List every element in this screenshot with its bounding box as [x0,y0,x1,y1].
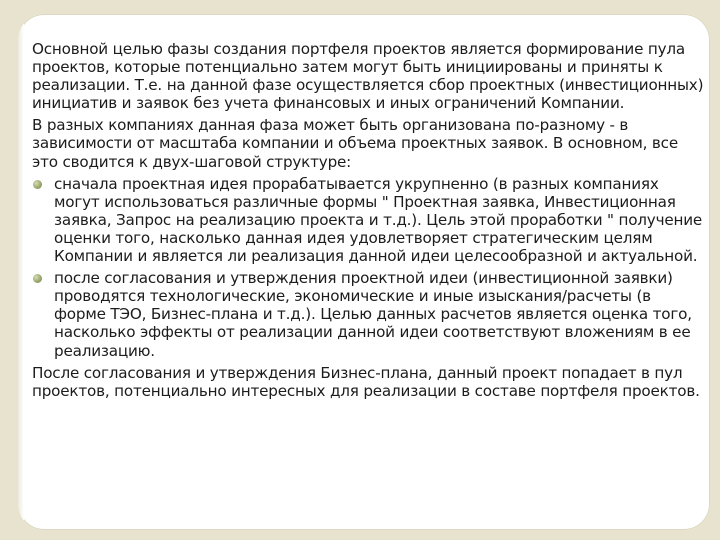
bullet-dot-icon [33,274,42,283]
bullet-dot-icon [33,180,42,189]
bullet-item-first-step [32,175,706,265]
slide-content [32,40,706,404]
bullet-text-first-step: сначала проектная идея прорабатывается укрупненно (в разных компаниях могут использоваться различные формы " Проектная заявка, Инвестиционная заявка, Запрос на реализацию проекта и т.д.). Цель этой проработки " получение оценки того, насколько данная идея удовлетворяет стратегическим целям Компании и является ли реализация данной идеи целесообразной и актуальной. [54,174,703,266]
bullet-item-second-step [32,269,706,359]
paragraph-structure: В разных компаниях данная фаза может быть организована по-разному - в зависимости от масштаба компании и объема проектных заявок. В основном, все это сводится к двух-шаговой структуре: [32,116,678,171]
paragraph-goal: Основной целью фазы создания портфеля проектов является формирование пула проектов, которые потенциально затем могут быть инициированы и приняты к реализации. Т.е. на данной фазе осуществляется сбор проектных (инвестиционных) инициатив и заявок без учета финансовых и иных ограничений Компании. [32,40,704,113]
slide [18,14,710,530]
bullet-list [32,175,706,360]
paragraph-result: После согласования и утверждения Бизнес-плана, данный проект попадает в пул проектов, потенциально интересных для реализации в составе портфеля проектов. [32,363,700,400]
bullet-text-second-step: после согласования и утверждения проектной идеи (инвестиционной заявки) проводятся технологические, экономические и иные изыскания/расчеты (в форме ТЭО, Бизнес-плана и т.д.). Целью данных расчетов является оценка того, насколько эффекты от реализации данной идеи соответствуют вложениям в ее реализацию. [54,269,692,360]
slide-left-band [18,14,24,530]
